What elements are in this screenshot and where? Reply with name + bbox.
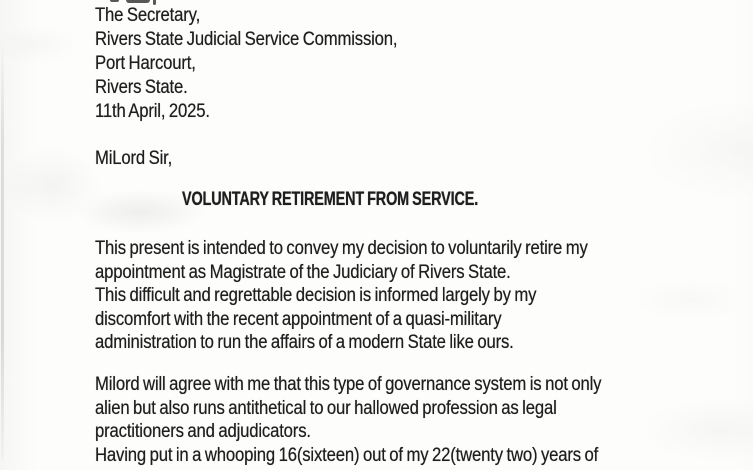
page-left-edge-shadow (1, 40, 4, 460)
recipient-line: Port Harcourt, (95, 53, 196, 74)
recipient-address-block (95, 4, 397, 124)
recipient-line: Rivers State. (95, 77, 188, 98)
body-line: This difficult and regrettable decision is informed largely by my (95, 285, 537, 306)
cut-off-text-artifact (126, 0, 150, 3)
cut-off-text-artifact (110, 0, 119, 2)
recipient-line: Rivers State Judicial Service Commission, (95, 29, 398, 50)
body-line: alien but also runs antithetical to our hallowed profession as legal (95, 397, 557, 419)
body-paragraph-1 (95, 237, 588, 355)
body-line: practitioners and adjudicators. (95, 421, 311, 442)
body-paragraph-2 (95, 373, 601, 467)
body-line: Having put in a whooping 16(sixteen) out of my 22(twenty two) years of (95, 444, 599, 466)
body-line: discomfort with the recent appointment of a quasi-military (95, 308, 502, 330)
date-line: 11th April, 2025. (95, 101, 210, 122)
salutation: MiLord Sir, (95, 148, 173, 169)
body-line: This present is intended to convey my decision to voluntarily retire my (95, 238, 588, 259)
subject-line: VOLUNTARY RETIREMENT FROM SERVICE. (182, 188, 479, 210)
body-line: appointment as Magistrate of the Judiciary of Rivers State. (95, 261, 511, 283)
body-line: administration to run the affairs of a modern State like ours. (95, 332, 514, 353)
body-line: Milord will agree with me that this type of governance system is not only (95, 374, 602, 395)
recipient-line: The Secretary, (95, 5, 201, 26)
